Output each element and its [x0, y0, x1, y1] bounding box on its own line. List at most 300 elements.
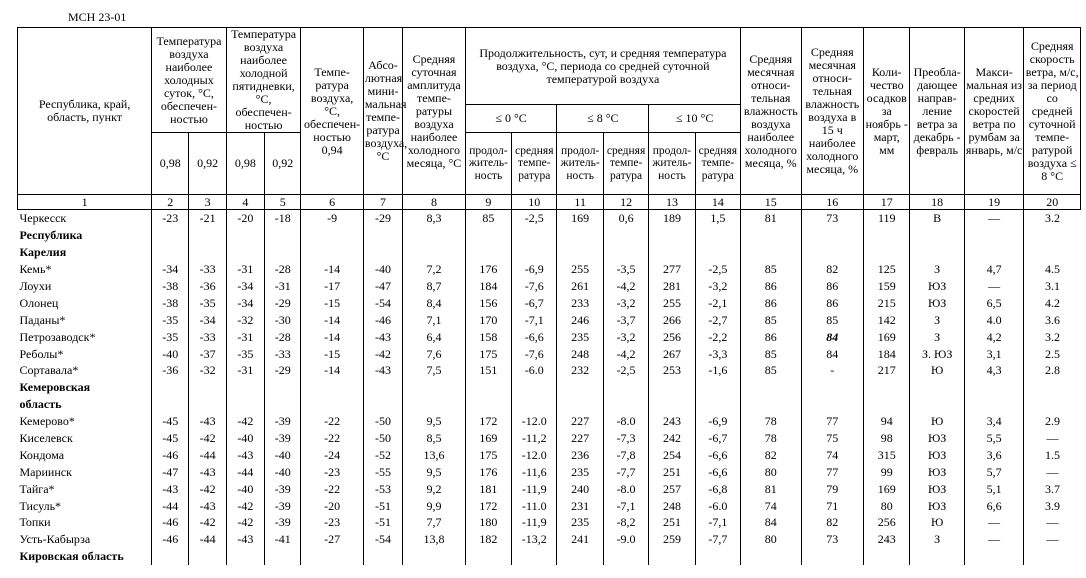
empty-cell [403, 396, 466, 413]
value-cell: 4.2 [1024, 294, 1081, 311]
column-number: 4 [226, 195, 264, 210]
value-cell: 3,1 [964, 345, 1024, 362]
value-cell: -11.0 [512, 497, 557, 514]
value-cell: -6,9 [695, 413, 740, 430]
value-cell: -40 [226, 480, 264, 497]
value-cell: -3,2 [603, 294, 648, 311]
value-cell: -45 [152, 413, 189, 430]
value-cell: -14 [301, 311, 364, 328]
value-cell: -23 [152, 210, 189, 227]
empty-cell [465, 396, 511, 413]
value-cell: 3.1 [1024, 278, 1081, 295]
value-cell: -35 [152, 311, 189, 328]
value-cell: -41 [265, 531, 301, 548]
value-cell: -34 [189, 311, 226, 328]
value-cell: 0,6 [603, 210, 648, 227]
value-cell: 3.7 [1024, 480, 1081, 497]
value-cell: -12.0 [512, 413, 557, 430]
value-cell: — [1024, 531, 1081, 548]
value-cell: 13,8 [403, 531, 466, 548]
value-cell: 235 [557, 514, 603, 531]
table-row [18, 480, 1081, 497]
region-row [18, 227, 1081, 244]
header-mean-temp: средняя темпе-ратура [695, 133, 740, 195]
header-mean-temp: средняя темпе-ратура [512, 133, 557, 195]
value-cell: 86 [741, 294, 802, 311]
value-cell: 172 [465, 413, 511, 430]
empty-cell [964, 379, 1024, 396]
value-cell: -11,6 [512, 463, 557, 480]
value-cell: 253 [649, 362, 695, 379]
empty-cell [557, 548, 603, 565]
empty-cell [1024, 396, 1081, 413]
location-name: Лоухи [19, 279, 52, 293]
empty-cell [189, 548, 226, 565]
value-cell: -42 [363, 345, 402, 362]
value-cell: 240 [557, 480, 603, 497]
value-cell: 85 [801, 311, 864, 328]
value-cell: -51 [363, 514, 402, 531]
value-cell: -36 [152, 362, 189, 379]
value-cell: 125 [864, 261, 910, 278]
value-cell: 82 [801, 514, 864, 531]
column-number: 2 [152, 195, 189, 210]
empty-cell [301, 227, 364, 244]
empty-cell [801, 227, 864, 244]
value-cell: 259 [649, 531, 695, 548]
empty-cell [363, 227, 402, 244]
column-number: 20 [1024, 195, 1081, 210]
header-humidity-15h: Средняя месячная относи-тельная влажность воздуха в 15 ч наиболее холодного месяца, % [801, 28, 864, 195]
value-cell: -39 [265, 413, 301, 430]
value-cell: 3,4 [964, 413, 1024, 430]
table-row [18, 430, 1081, 447]
value-cell: 172 [465, 497, 511, 514]
value-cell: 227 [557, 430, 603, 447]
empty-cell [695, 396, 740, 413]
empty-cell [603, 244, 648, 261]
value-cell: 7,1 [403, 311, 466, 328]
value-cell: 5,7 [964, 463, 1024, 480]
value-cell: -2,1 [695, 294, 740, 311]
value-cell: 241 [557, 531, 603, 548]
header-wind-direction: Преобла-дающее направ-ление ветра за декабрь - февраль [910, 28, 964, 195]
value-cell: 158 [465, 328, 511, 345]
column-number: 14 [695, 195, 740, 210]
location-name: Усть-Кабырза [19, 532, 91, 547]
empty-cell [801, 379, 864, 396]
value-cell: 2.8 [1024, 362, 1081, 379]
value-cell: -43 [189, 497, 226, 514]
value-cell: 256 [649, 328, 695, 345]
value-cell: -33 [189, 328, 226, 345]
value-cell: 246 [557, 311, 603, 328]
value-cell: -6.0 [512, 362, 557, 379]
value-cell: 184 [864, 345, 910, 362]
value-cell: 85 [465, 210, 511, 227]
value-cell: 78 [741, 413, 802, 430]
location-name: Олонец [19, 295, 59, 310]
empty-cell [189, 244, 226, 261]
value-cell: 80 [864, 497, 910, 514]
empty-cell [363, 396, 402, 413]
value-cell: 74 [801, 446, 864, 463]
header-duration: продол-житель-ность [465, 133, 511, 195]
value-cell: -6.0 [695, 497, 740, 514]
table-row [18, 345, 1081, 362]
table-row [18, 278, 1081, 295]
value-cell: -46 [152, 446, 189, 463]
value-cell: -39 [265, 480, 301, 497]
value-cell: 77 [801, 413, 864, 430]
value-cell: -46 [152, 514, 189, 531]
header-periods: Продолжительность, сут, и средняя температура воздуха, °С, периода со средней суточной температурой воздуха [465, 28, 740, 105]
value-cell: 251 [649, 514, 695, 531]
value-cell: 8,7 [403, 278, 466, 295]
value-cell: -3,5 [603, 261, 648, 278]
value-cell: Ю [910, 514, 964, 531]
region-row [18, 244, 1081, 261]
location-name: Паданы* [19, 312, 66, 327]
value-cell: -2,7 [695, 311, 740, 328]
value-cell: З [910, 261, 964, 278]
value-cell: -43 [189, 413, 226, 430]
value-cell: -12.0 [512, 446, 557, 463]
value-cell: -40 [152, 345, 189, 362]
column-number: 11 [557, 195, 603, 210]
value-cell: — [1024, 463, 1081, 480]
value-cell: -54 [363, 294, 402, 311]
value-cell: — [964, 514, 1024, 531]
location-name: Сортавала* [19, 363, 79, 378]
value-cell: -6,9 [512, 261, 557, 278]
value-cell: 3,6 [964, 446, 1024, 463]
column-number: 19 [964, 195, 1024, 210]
value-cell: -29 [265, 294, 301, 311]
value-cell: 215 [864, 294, 910, 311]
value-cell: -22 [301, 430, 364, 447]
value-cell: 9,2 [403, 480, 466, 497]
header-prob-092: 0,92 [189, 133, 226, 195]
value-cell: -7,3 [603, 430, 648, 447]
value-cell: -43 [226, 446, 264, 463]
value-cell: 6,4 [403, 328, 466, 345]
empty-cell [465, 244, 511, 261]
empty-cell [603, 379, 648, 396]
location-name: Киселевск [19, 431, 73, 446]
value-cell: 169 [557, 210, 603, 227]
value-cell: 86 [801, 294, 864, 311]
location-name: Тисуль* [19, 498, 62, 513]
column-number: 8 [403, 195, 466, 210]
value-cell: -34 [226, 278, 264, 295]
value-cell: 248 [649, 497, 695, 514]
empty-cell [465, 548, 511, 565]
region-name: Кировская область [19, 549, 124, 564]
empty-cell [265, 548, 301, 565]
value-cell: -2,5 [695, 261, 740, 278]
column-number: 9 [465, 195, 511, 210]
value-cell: -33 [265, 345, 301, 362]
empty-cell [226, 548, 264, 565]
location-name: Топки [19, 515, 51, 530]
value-cell: -6,8 [695, 480, 740, 497]
value-cell: 81 [741, 480, 802, 497]
value-cell: -35 [226, 345, 264, 362]
value-cell: 8,3 [403, 210, 466, 227]
value-cell: -7,8 [603, 446, 648, 463]
header-prob-098: 0,98 [152, 133, 189, 195]
value-cell: -31 [226, 362, 264, 379]
region-row [18, 396, 1081, 413]
value-cell: 99 [864, 463, 910, 480]
value-cell: -3,2 [603, 328, 648, 345]
value-cell: 142 [864, 311, 910, 328]
value-cell: -4,2 [603, 278, 648, 295]
location-name: Кемерово* [19, 414, 75, 429]
value-cell: -38 [152, 294, 189, 311]
value-cell: 182 [465, 531, 511, 548]
empty-cell [557, 396, 603, 413]
value-cell: -44 [189, 446, 226, 463]
table-row [18, 497, 1081, 514]
empty-cell [512, 227, 557, 244]
value-cell: 86 [801, 278, 864, 295]
value-cell: -29 [265, 362, 301, 379]
value-cell: -47 [152, 463, 189, 480]
empty-cell [465, 227, 511, 244]
value-cell: 151 [465, 362, 511, 379]
value-cell: 9,5 [403, 463, 466, 480]
empty-cell [603, 548, 648, 565]
value-cell: 175 [465, 446, 511, 463]
header-duration: продол-житель-ность [649, 133, 695, 195]
empty-cell [910, 244, 964, 261]
column-number: 15 [741, 195, 802, 210]
table-row [18, 328, 1081, 345]
empty-cell [152, 379, 189, 396]
empty-cell [910, 379, 964, 396]
value-cell: 2.9 [1024, 413, 1081, 430]
value-cell: 175 [465, 345, 511, 362]
empty-cell [649, 379, 695, 396]
empty-cell [964, 396, 1024, 413]
value-cell: -30 [265, 311, 301, 328]
column-number: 13 [649, 195, 695, 210]
value-cell: 79 [801, 480, 864, 497]
value-cell: -55 [363, 463, 402, 480]
value-cell: 231 [557, 497, 603, 514]
value-cell: -14 [301, 261, 364, 278]
value-cell: -39 [265, 497, 301, 514]
value-cell: 85 [741, 261, 802, 278]
value-cell: 1,5 [695, 210, 740, 227]
value-cell: - [801, 362, 864, 379]
value-cell: -7,6 [512, 278, 557, 295]
value-cell: 3.9 [1024, 497, 1081, 514]
value-cell: ЮЗ [910, 278, 964, 295]
column-number: 10 [512, 195, 557, 210]
value-cell: -3,2 [695, 278, 740, 295]
value-cell: -54 [363, 531, 402, 548]
value-cell: -42 [189, 430, 226, 447]
value-cell: 84 [801, 328, 864, 345]
value-cell: -7,1 [512, 311, 557, 328]
value-cell: 256 [864, 514, 910, 531]
empty-cell [512, 548, 557, 565]
value-cell: 248 [557, 345, 603, 362]
region-name: область [19, 397, 62, 412]
column-number: 7 [363, 195, 402, 210]
empty-cell [152, 396, 189, 413]
value-cell: -20 [226, 210, 264, 227]
value-cell: 7,5 [403, 362, 466, 379]
value-cell: 243 [864, 531, 910, 548]
value-cell: 8,4 [403, 294, 466, 311]
empty-cell [649, 244, 695, 261]
value-cell: -6,6 [695, 446, 740, 463]
value-cell: 235 [557, 328, 603, 345]
empty-cell [363, 244, 402, 261]
value-cell: -44 [189, 531, 226, 548]
header-humidity: Средняя месячная относи-тельная влажность воздуха наиболее холодного месяца, % [741, 28, 802, 195]
value-cell: -6,7 [695, 430, 740, 447]
value-cell: 169 [864, 480, 910, 497]
value-cell: -36 [189, 278, 226, 295]
value-cell: -18 [265, 210, 301, 227]
header-period-8: ≤ 8 °С [557, 105, 649, 133]
empty-cell [265, 244, 301, 261]
empty-cell [403, 379, 466, 396]
location-name: Реболы* [19, 346, 64, 361]
value-cell: -11,9 [512, 514, 557, 531]
empty-cell [741, 227, 802, 244]
value-cell: 5,1 [964, 480, 1024, 497]
value-cell: -37 [189, 345, 226, 362]
value-cell: -50 [363, 430, 402, 447]
value-cell: 8,5 [403, 430, 466, 447]
location-name: Кемь* [19, 262, 52, 277]
value-cell: -28 [265, 328, 301, 345]
value-cell: 119 [864, 210, 910, 227]
document-code: МСН 23-01 [68, 10, 127, 24]
value-cell: 181 [465, 480, 511, 497]
value-cell: -31 [265, 278, 301, 295]
value-cell: 85 [741, 311, 802, 328]
value-cell: 3.2 [1024, 328, 1081, 345]
value-cell: З [910, 531, 964, 548]
value-cell: -42 [226, 497, 264, 514]
column-number: 17 [864, 195, 910, 210]
value-cell: -8,2 [603, 514, 648, 531]
value-cell: -43 [363, 328, 402, 345]
value-cell: 13,6 [403, 446, 466, 463]
value-cell: В [910, 210, 964, 227]
table-row [18, 210, 1081, 227]
empty-cell [910, 548, 964, 565]
value-cell: -14 [301, 362, 364, 379]
location-name: Петрозаводск* [19, 329, 96, 344]
value-cell: -44 [226, 463, 264, 480]
value-cell: -35 [189, 294, 226, 311]
value-cell: -6,6 [512, 328, 557, 345]
value-cell: -53 [363, 480, 402, 497]
region-name: Республика [19, 228, 83, 243]
value-cell: -39 [265, 430, 301, 447]
value-cell: -15 [301, 294, 364, 311]
value-cell: -40 [265, 463, 301, 480]
header-period-0: ≤ 0 °С [465, 105, 557, 133]
empty-cell [1024, 244, 1081, 261]
value-cell: 169 [864, 328, 910, 345]
value-cell: 227 [557, 413, 603, 430]
table-row [18, 413, 1081, 430]
value-cell: -17 [301, 278, 364, 295]
value-cell: -9.0 [603, 531, 648, 548]
empty-cell [152, 244, 189, 261]
column-number: 3 [189, 195, 226, 210]
value-cell: -39 [265, 514, 301, 531]
value-cell: 9,5 [403, 413, 466, 430]
empty-cell [741, 379, 802, 396]
header-temp-094: Темпе-ратура воздуха, °С, обеспечен-ностью 0,94 [301, 28, 364, 195]
value-cell: -13,2 [512, 531, 557, 548]
value-cell: -35 [152, 328, 189, 345]
value-cell: -4,2 [603, 345, 648, 362]
value-cell: 232 [557, 362, 603, 379]
value-cell: -15 [301, 345, 364, 362]
column-number: 18 [910, 195, 964, 210]
value-cell: 81 [741, 210, 802, 227]
table-body [18, 210, 1081, 565]
empty-cell [189, 379, 226, 396]
value-cell: 281 [649, 278, 695, 295]
empty-cell [864, 396, 910, 413]
value-cell: 98 [864, 430, 910, 447]
empty-cell [403, 548, 466, 565]
value-cell: -3,7 [603, 311, 648, 328]
value-cell: 176 [465, 261, 511, 278]
empty-cell [801, 244, 864, 261]
value-cell: -32 [189, 362, 226, 379]
location-name: Черкесск [19, 211, 67, 226]
empty-cell [649, 396, 695, 413]
header-mean-wind: Средняя скорость ветра, м/с, за период со средней суточной темпе-ратурой воздуха ≤ 8 °С [1024, 28, 1081, 195]
value-cell: -43 [189, 463, 226, 480]
empty-cell [363, 548, 402, 565]
value-cell: 77 [801, 463, 864, 480]
value-cell: 4,3 [964, 362, 1024, 379]
value-cell: Ю [910, 413, 964, 430]
value-cell: 170 [465, 311, 511, 328]
value-cell: -42 [226, 514, 264, 531]
value-cell: 159 [864, 278, 910, 295]
value-cell: -7,7 [695, 531, 740, 548]
empty-cell [226, 244, 264, 261]
value-cell: -2,2 [695, 328, 740, 345]
value-cell: -6,6 [695, 463, 740, 480]
value-cell: -32 [226, 311, 264, 328]
header-duration: продол-житель-ность [557, 133, 603, 195]
empty-cell [864, 227, 910, 244]
empty-cell [152, 227, 189, 244]
value-cell: -42 [226, 413, 264, 430]
value-cell: 156 [465, 294, 511, 311]
table-row [18, 531, 1081, 548]
value-cell: 82 [741, 446, 802, 463]
empty-cell [265, 227, 301, 244]
table-row [18, 311, 1081, 328]
